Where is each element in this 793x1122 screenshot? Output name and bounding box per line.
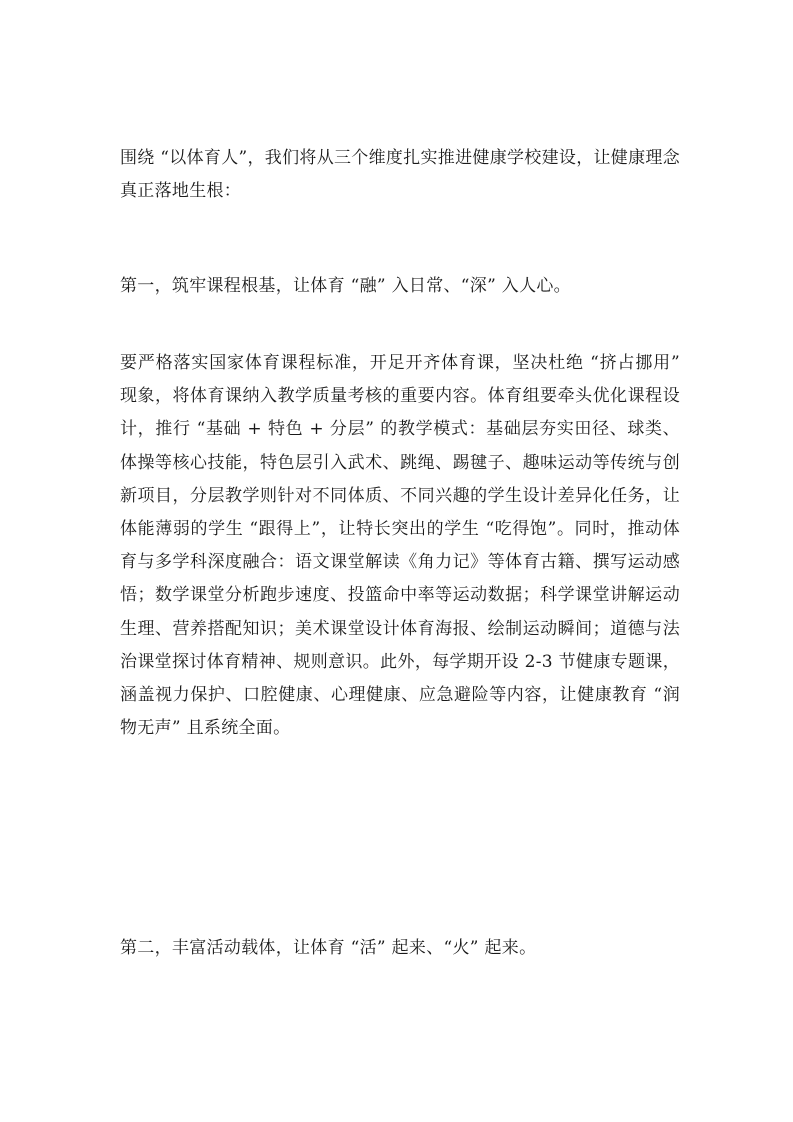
section-two-heading: 第二，丰富活动载体，让体育 “活” 起来、“火” 起来。 [120, 938, 537, 958]
section-one-heading: 第一，筑牢课程根基，让体育 “融” 入日常、“深” 入人心。 [120, 276, 571, 296]
section-one-body-paragraph: 要严格落实国家体育课程标准，开足开齐体育课，坚决杜绝 “挤占挪用” 现象，将体育课纳入教学质量考核的重要内容。体育组要牵头优化课程设计，推行 “基础 + 特色 + 分层” 的教学模式：基础层夯实田径、球类、体操等核心技能，特色层引入武术、跳绳、踢毽子、趣味运动等传统与创新项目，分层教学则针对不同体质、不同兴趣的学生设计差异化任务，让体能薄弱的学生 “跟得上”，让特长突出的学生 “吃得饱”。同时，推动体育与多学科深度融合：语文课堂解读《角力记》等体育古籍、撰写运动感悟；数学课堂分析跑步速度、投篮命中率等运动数据；科学课堂讲解运动生理、营养搭配知识；美术课堂设计体育海报、绘制运动瞬间；道德与法治课堂探讨体育精神、规则意识。此外，每学期开设 2-3 节健康专题课，涵盖视力保护、口腔健康、心理健康、应急避险等内容，让健康教育 “润物无声” 且系统全面。 [120, 353, 686, 739]
intro-paragraph: 围绕 “以体育人”，我们将从三个维度扎实推进健康学校建设，让健康理念真正落地生根： [120, 148, 680, 202]
